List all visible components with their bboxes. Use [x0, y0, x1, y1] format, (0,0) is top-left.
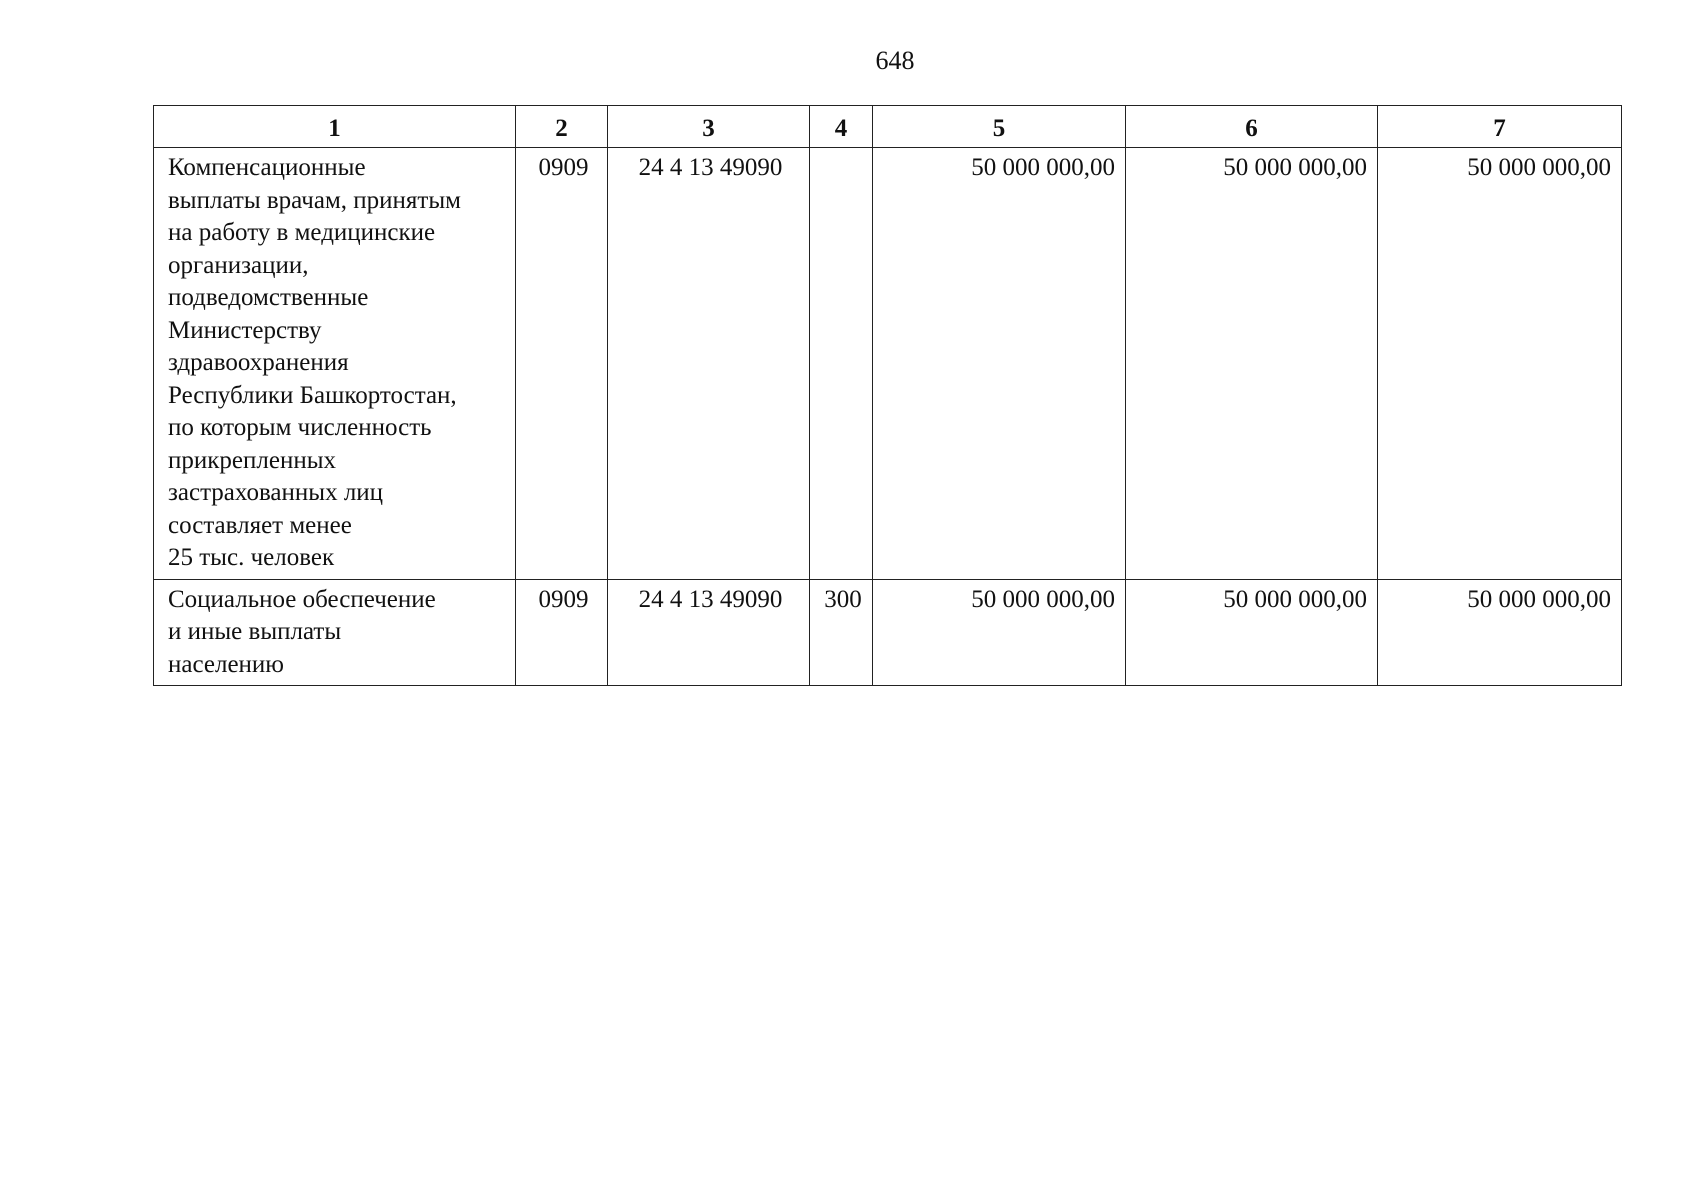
- row-name-line: Министерству: [168, 316, 322, 344]
- expense-type-cell: [810, 148, 873, 580]
- header-col-4: 4: [810, 106, 873, 148]
- table-row: [154, 148, 1622, 580]
- header-col-6: 6: [1126, 106, 1378, 148]
- target-article-cell: 24 4 13 49090: [608, 579, 810, 686]
- amount-5-cell: 50 000 000,00: [873, 148, 1126, 580]
- row-name-line: здравоохранения: [168, 349, 349, 376]
- table-header-row: [154, 106, 1622, 148]
- page-number: 648: [875, 46, 915, 75]
- row-name-line: составляет менее: [168, 511, 352, 539]
- row-name-line: организации,: [168, 251, 309, 279]
- row-name-cell: [154, 579, 516, 686]
- amount-5-cell: 50 000 000,00: [873, 579, 1126, 686]
- row-name-line: и иные выплаты: [168, 618, 342, 645]
- amount-6-cell: 50 000 000,00: [1126, 579, 1378, 686]
- row-name-line: населению: [168, 650, 284, 678]
- row-name-line: по которым численность: [168, 414, 432, 441]
- header-col-3: 3: [608, 106, 810, 148]
- amount-6-cell: 50 000 000,00: [1126, 148, 1378, 580]
- target-article-cell: 24 4 13 49090: [608, 148, 810, 580]
- budget-table: [153, 105, 1622, 686]
- row-name-cell: [154, 148, 516, 580]
- table-row: [154, 579, 1622, 686]
- row-name-line: выплаты врачам, принятым: [168, 186, 461, 214]
- row-name-line: 25 тыс. человек: [168, 544, 335, 571]
- row-name-line: Республики Башкортостан,: [168, 381, 457, 409]
- header-col-7: 7: [1378, 106, 1622, 148]
- row-name-line: на работу в медицинские: [168, 219, 436, 246]
- row-name-line: подведомственные: [168, 284, 369, 311]
- expense-type-cell: 300: [810, 579, 873, 686]
- section-code-cell: 0909: [516, 148, 608, 580]
- header-col-2: 2: [516, 106, 608, 148]
- header-col-5: 5: [873, 106, 1126, 148]
- amount-7-cell: 50 000 000,00: [1378, 579, 1622, 686]
- row-name-line: прикрепленных: [168, 446, 337, 474]
- row-name-line: Социальное обеспечение: [168, 585, 436, 613]
- amount-7-cell: 50 000 000,00: [1378, 148, 1622, 580]
- header-col-1: 1: [154, 106, 516, 148]
- row-name-line: застрахованных лиц: [168, 479, 384, 506]
- section-code-cell: 0909: [516, 579, 608, 686]
- row-name-line: Компенсационные: [168, 154, 366, 181]
